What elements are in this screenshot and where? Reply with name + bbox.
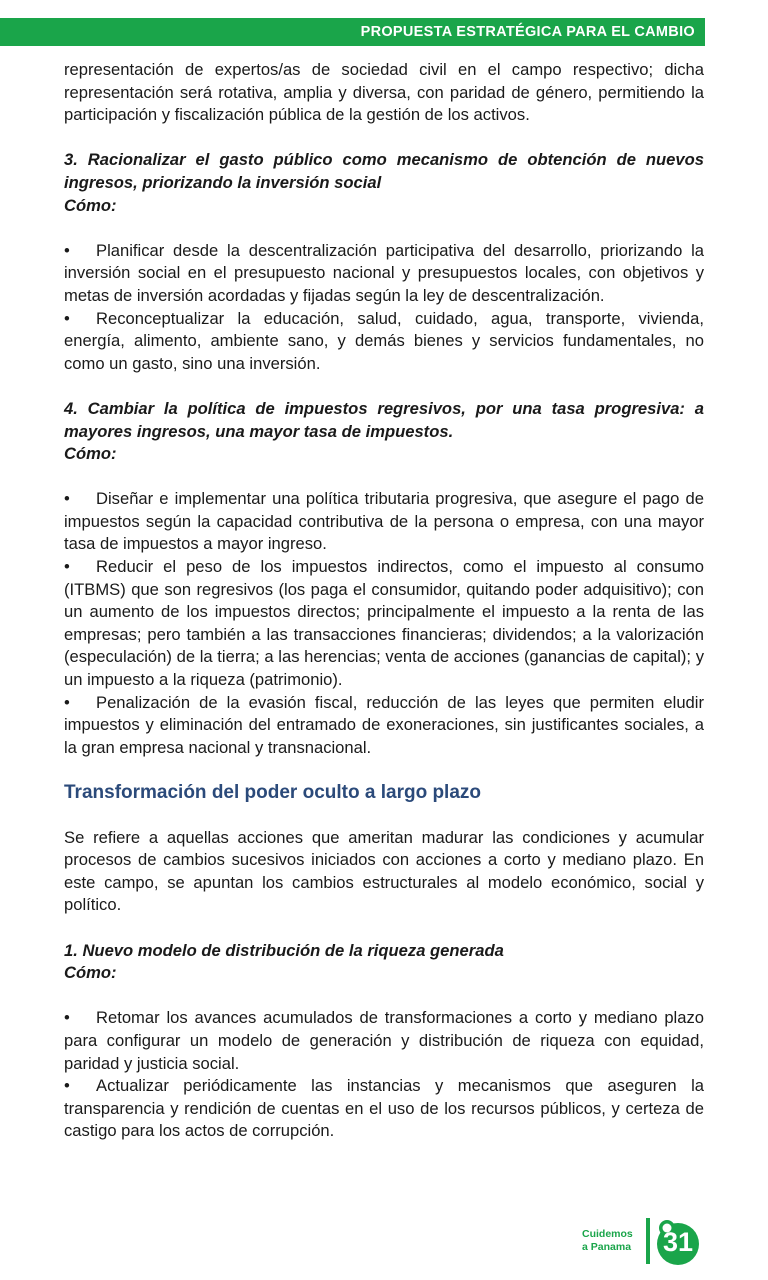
logo-line2: a Panama	[582, 1241, 632, 1253]
list-item	[64, 692, 704, 760]
item3-como: Cómo:	[64, 195, 117, 215]
bullet-text: Actualizar periódicamente las instancias y mecanismos que aseguren la transparencia y rendición de cuentas en el uso de los recursos públicos, y certeza de castigo para los actos de corrupción.	[64, 1076, 704, 1141]
list-item	[64, 1007, 704, 1075]
page-header	[0, 18, 705, 46]
item1-como: Cómo:	[64, 963, 117, 983]
header-title: PROPUESTA ESTRATÉGICA PARA EL CAMBIO	[360, 24, 695, 40]
list-item	[64, 488, 704, 556]
logo-text	[582, 1228, 644, 1254]
bullet-text: Diseñar e implementar una política tributaria progresiva, que asegure el pago de impuestos según la capacidad contributiva de la persona o empresa, con una mayor tasa de impuestos a mayor ingreso.	[64, 489, 704, 554]
item4-title: 4. Cambiar la política de impuestos regresivos, por una tasa progresiva: a mayores ingresos, una mayor tasa de impuestos.	[64, 398, 704, 441]
logo-divider	[646, 1218, 650, 1264]
bullet-icon: •	[64, 1008, 70, 1028]
bullet-icon: •	[64, 240, 70, 260]
list-item	[64, 1075, 704, 1143]
bullet-icon: •	[64, 1076, 70, 1096]
bullet-icon: •	[64, 308, 70, 328]
bullet-text: Planificar desde la descentralización participativa del desarrollo, priorizando la inversión social en el presupuesto nacional y presupuestos locales, con objetivos y metas de inversión acordadas y fijadas según la ley de descentralización.	[64, 240, 704, 305]
item3-title: 3. Racionalizar el gasto público como mecanismo de obtención de nuevos ingresos, priorizando la inversión social	[64, 150, 704, 192]
section-title: Transformación del poder oculto a largo plazo	[64, 782, 482, 803]
bullet-icon: •	[64, 489, 70, 509]
list-item	[64, 308, 704, 376]
footer-logo	[578, 1214, 708, 1266]
section-paragraph: Se refiere a aquellas acciones que ameritan madurar las condiciones y acumular procesos de cambios sucesivos iniciados con acciones a corto y mediano plazo. En este campo, se apuntan los cambios estructurales al modelo económico, social y político.	[64, 827, 704, 915]
list-item	[64, 556, 704, 692]
bullet-icon: •	[64, 692, 70, 712]
bullet-icon: •	[64, 557, 70, 577]
item4-como: Cómo:	[64, 444, 117, 464]
bullet-text: Retomar los avances acumulados de transformaciones a corto y mediano plazo para configurar un modelo de generación y distribución de riqueza con equidad, paridad y justicia social.	[64, 1008, 704, 1073]
page-body	[64, 59, 704, 1143]
bullet-text: Reconceptualizar la educación, salud, cuidado, agua, transporte, vivienda, energía, alimento, ambiente sano, y demás bienes y servicios fundamentales, no como un gasto, sino una inversión.	[64, 308, 704, 373]
list-item	[64, 240, 704, 308]
intro-paragraph: representación de expertos/as de sociedad civil en el campo respectivo; dicha representación será rotativa, amplia y diversa, con paridad de género, permitiendo la participación y fiscalización pública de la gestión de los activos.	[64, 60, 704, 125]
bullet-text: Penalización de la evasión fiscal, reducción de las leyes que permiten eludir impuestos y eliminación del entramado de exoneraciones, sin justificantes sociales, a la gran empresa nacional y transnacional.	[64, 692, 704, 757]
page-number: 31	[662, 1227, 694, 1257]
bullet-text: Reducir el peso de los impuestos indirectos, como el impuesto al consumo (ITBMS) que son regresivos (los paga el consumidor, quitando poder adquisitivo); con un aumento de los impuestos directos; principalmente el impuesto a la renta de las empresas; pero también a las transacciones financieras; dividendos; a la valorización (especulación) de la tierra; a las herencias; venta de acciones (ganancias de capital); y un impuesto a la riqueza (patrimonio).	[64, 557, 704, 690]
logo-line1: Cuidemos	[582, 1228, 633, 1240]
item1-title: 1. Nuevo modelo de distribución de la riqueza generada	[64, 940, 504, 960]
